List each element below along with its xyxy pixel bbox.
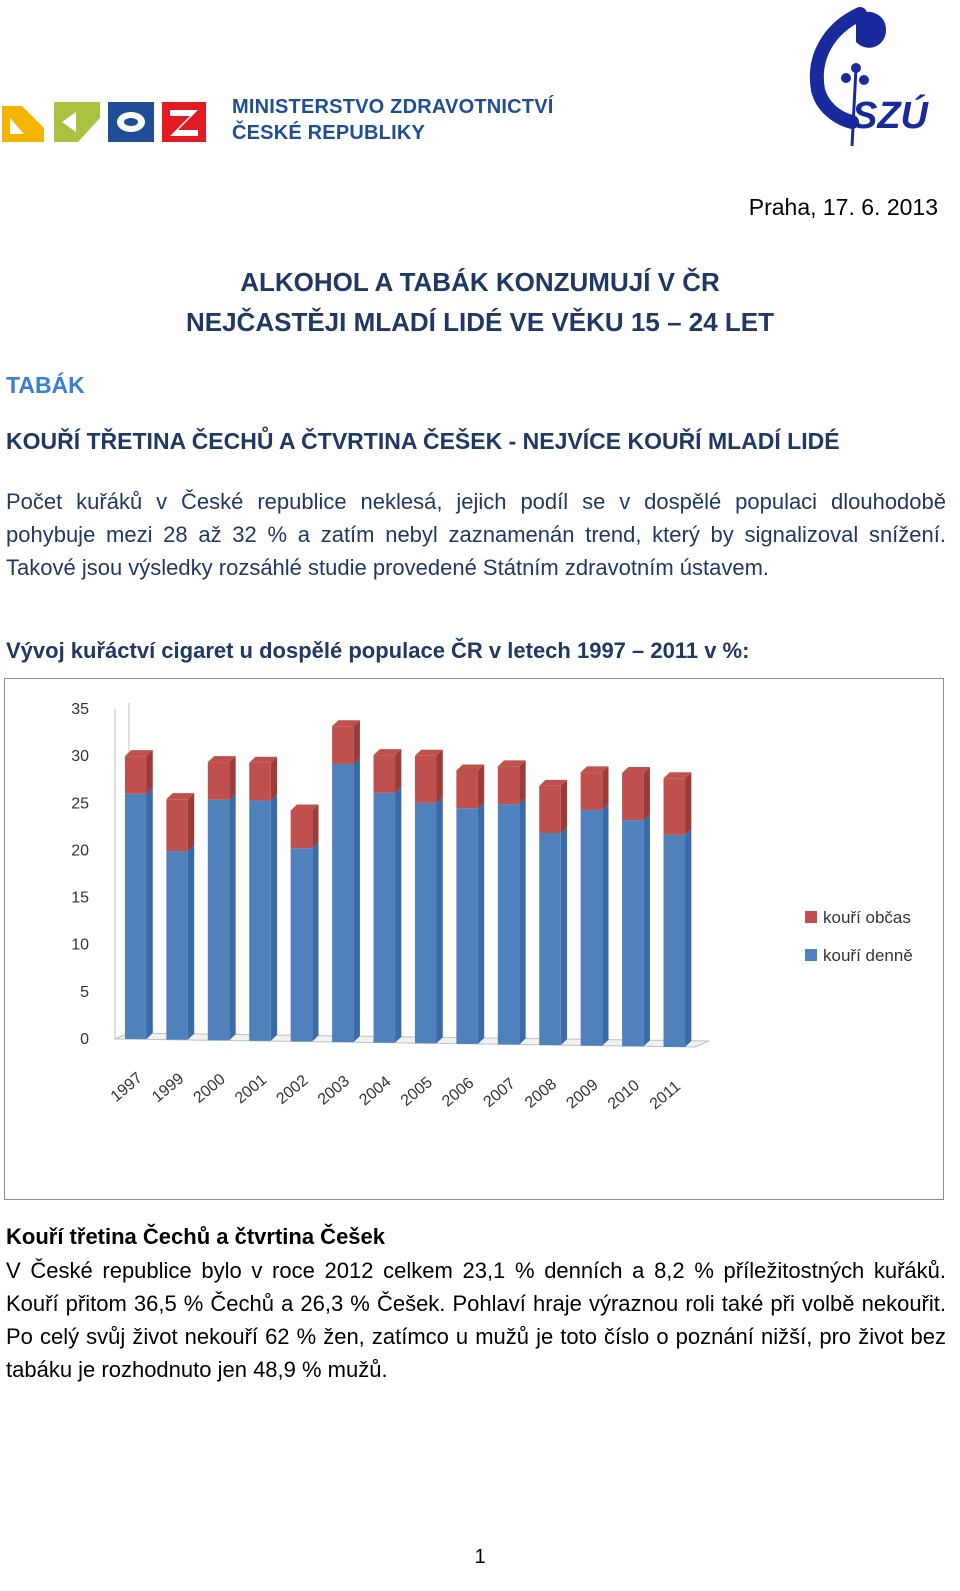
page-number: 1 <box>474 1546 486 1568</box>
bar-segment <box>581 810 603 1046</box>
bar-side <box>436 750 442 803</box>
document-title <box>0 262 960 342</box>
bar-segment <box>415 756 437 803</box>
bar-segment <box>374 793 396 1043</box>
bar-side <box>146 750 152 794</box>
bar-segment <box>581 772 603 810</box>
bar-segment <box>539 833 561 1045</box>
bar-side <box>685 772 691 835</box>
paragraph-results: V České republice bylo v roce 2012 celkem 23,1 % denních a 8,2 % příležitostných kuřáků. Kouří přitom 36,5 % Čechů a 26,3 % Češek. Pohlaví hraje výraznou roli také při volbě nekouřit. Po celý svůj život nekouří 62 % žen, zatímco u mužů je toto číslo o poznání nižší, pro život bez tabáku je rozhodnuto jen 48,9 % mužů. <box>6 1258 946 1382</box>
bar-segment <box>374 755 396 793</box>
y-tick-label: 20 <box>71 842 89 860</box>
bar-side <box>395 749 401 793</box>
y-tick-label: 15 <box>71 889 89 907</box>
x-tick-label: 2011 <box>646 1077 685 1114</box>
bar-side <box>685 829 691 1047</box>
y-tick-label: 25 <box>71 795 89 813</box>
document-date: Praha, 17. 6. 2013 <box>748 194 938 220</box>
ministry-logo <box>2 98 562 150</box>
bar-segment <box>664 778 686 835</box>
x-tick-label: 2005 <box>397 1073 436 1110</box>
x-tick-label: 2009 <box>563 1076 602 1113</box>
bar-side <box>602 804 608 1046</box>
bar-side <box>354 758 360 1042</box>
x-tick-label: 2000 <box>190 1070 229 1107</box>
bar-side <box>561 827 567 1045</box>
bar-side <box>519 798 525 1044</box>
subheading-2: Kouří třetina Čechů a čtvrtina Češek <box>6 1224 386 1249</box>
bar-segment <box>166 799 188 851</box>
bar-side <box>644 767 650 820</box>
smoking-chart <box>5 679 943 1199</box>
bar-side <box>354 720 360 764</box>
ministry-name-line1: MINISTERSTVO ZDRAVOTNICTVÍ <box>232 96 554 118</box>
x-tick-label: 2004 <box>356 1073 395 1110</box>
ministry-logo-mark <box>2 98 222 146</box>
section-heading: TABÁK <box>6 372 85 398</box>
bar-side <box>312 804 318 848</box>
bar-side <box>436 797 442 1043</box>
bar-side <box>478 802 484 1044</box>
title-line2: NEJČASTĚJI MLADÍ LIDÉ VE VĚKU 15 – 24 LET <box>185 307 775 337</box>
chart-container <box>4 678 944 1200</box>
x-tick-label: 1999 <box>149 1070 188 1107</box>
x-tick-label: 2001 <box>232 1071 271 1108</box>
bar-side <box>188 845 194 1040</box>
x-tick-label: 2010 <box>604 1076 644 1113</box>
bar-segment <box>415 803 437 1043</box>
y-tick-label: 0 <box>80 1031 89 1048</box>
bar-segment <box>208 762 230 800</box>
y-tick-label: 5 <box>80 983 89 1001</box>
y-tick-label: 10 <box>71 936 89 954</box>
ministry-name-line2: ČESKÉ REPUBLIKY <box>232 122 426 144</box>
paragraph-intro: Počet kuřáků v České republice neklesá, jejich podíl se v dospělé populaci dlouhodobě pohybuje mezi 28 až 32 % a zatím nebyl zaznamenán trend, který by signalizoval snížení. Takové jsou výsledky rozsáhlé studie provedené Státním zdravotním ústavem. <box>6 489 946 580</box>
chart-caption: Vývoj kuřáctví cigaret u dospělé populace ČR v letech 1997 – 2011 v %: <box>6 638 750 663</box>
bar-segment <box>125 756 147 794</box>
bar-segment <box>539 786 561 833</box>
bar-segment <box>125 794 147 1039</box>
bar-segment <box>622 820 644 1046</box>
bar-segment <box>208 800 230 1040</box>
x-tick-label: 2006 <box>439 1074 478 1111</box>
bar-segment <box>456 808 478 1044</box>
bar-segment <box>291 810 313 848</box>
legend-label: kouří denně <box>823 946 913 965</box>
y-tick-label: 30 <box>71 748 89 766</box>
bar-side <box>271 757 277 801</box>
bar-side <box>644 814 650 1046</box>
x-tick-label: 2008 <box>522 1075 561 1112</box>
bar-segment <box>291 848 313 1041</box>
bar-side <box>271 794 277 1040</box>
legend-swatch <box>805 911 817 923</box>
bar-side <box>395 787 401 1043</box>
subheading: KOUŘÍ TŘETINA ČECHŮ A ČTVRTINA ČEŠEK - NEJVÍCE KOUŘÍ MLADÍ LIDÉ <box>6 428 840 454</box>
bar-segment <box>332 764 354 1042</box>
chart-floor <box>115 1033 709 1047</box>
bar-segment <box>622 773 644 820</box>
legend-label: kouří občas <box>823 908 911 927</box>
szu-logo-text: SZÚ <box>852 95 928 137</box>
bar-segment <box>166 851 188 1040</box>
bar-side <box>312 842 318 1041</box>
bar-segment <box>332 726 354 764</box>
bar-side <box>602 766 608 810</box>
bar-segment <box>249 800 271 1040</box>
y-tick-label: 35 <box>71 701 89 718</box>
bar-side <box>478 764 484 808</box>
bar-segment <box>664 835 686 1047</box>
szu-logo <box>790 6 950 156</box>
bar-segment <box>498 804 520 1044</box>
bar-side <box>229 794 235 1040</box>
x-tick-label: 1997 <box>107 1069 146 1106</box>
title-line1: ALKOHOL A TABÁK KONZUMUJÍ V ČR <box>240 267 720 297</box>
x-tick-label: 2002 <box>273 1072 312 1108</box>
bar-segment <box>249 763 271 801</box>
bar-segment <box>498 766 520 804</box>
x-tick-label: 2007 <box>480 1075 519 1112</box>
x-tick-label: 2003 <box>314 1072 354 1109</box>
bar-side <box>146 788 152 1039</box>
bar-side <box>519 760 525 804</box>
bar-side <box>561 780 567 833</box>
bar-side <box>188 793 194 851</box>
bar-side <box>229 756 235 800</box>
legend-swatch <box>805 949 817 961</box>
bar-segment <box>456 770 478 808</box>
